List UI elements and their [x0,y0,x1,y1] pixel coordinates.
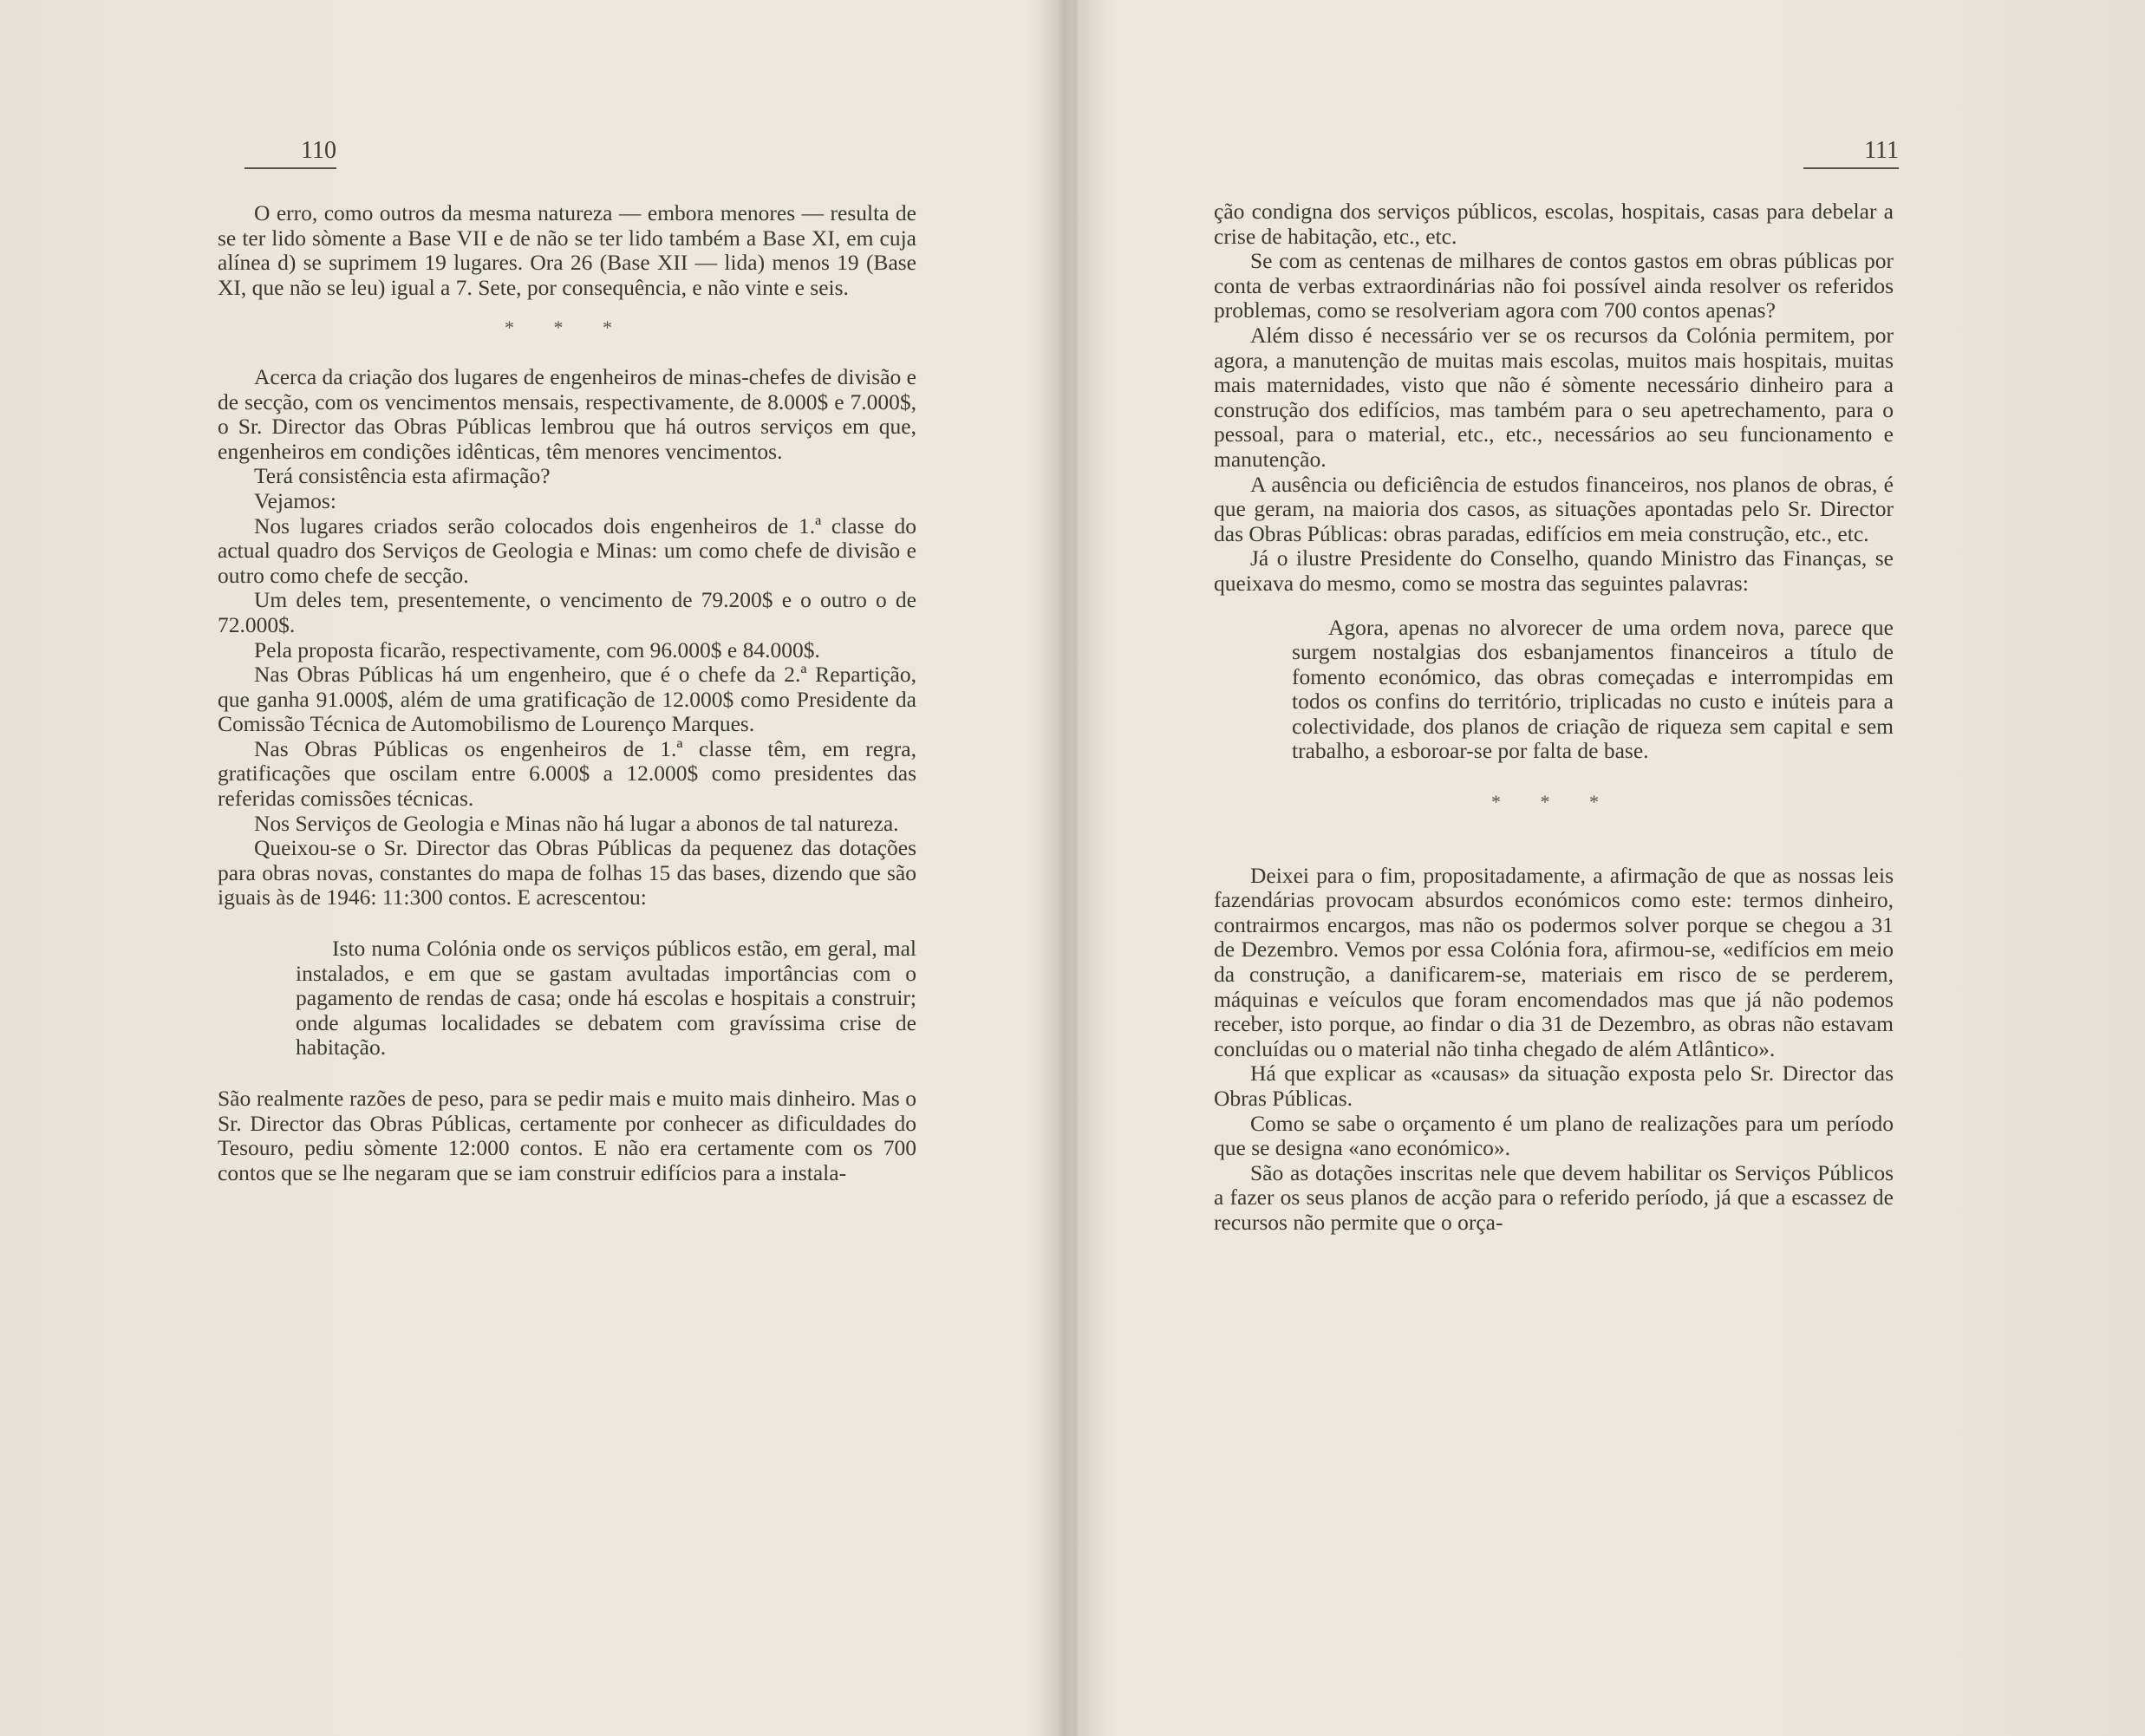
paragraph: Acerca da criação dos lugares de engenheiros de minas-chefes de divisão e de secção, com os vencimentos mensais, respectivamente, de 8.000$ e 7.000$, o Sr. Director das Obras Públicas lembrou que há outros serviços em que, engenheiros em condições idênticas, têm menores vencimentos. [218,363,916,464]
paragraph: Se com as centenas de milhares de contos gastos em obras públicas por conta de verbas extraordinárias não foi possível ainda resolver os referidos problemas, como se resolveriam agora com 700 contos apenas? [1214,248,1894,323]
paragraph: Como se sabe o orçamento é um plano de realizações para um período que se designa «ano económico». [1214,1110,1894,1161]
paragraph: São as dotações inscritas nele que devem habilitar os Serviços Públicos a fazer os seus planos de acção para o referido período, já que a escassez de recursos não permite que o orça- [1214,1159,1894,1235]
paragraph: Nas Obras Públicas há um engenheiro, que é o chefe da 2.ª Repartição, que ganha 91.000$, além de uma gratificação de 12.000$ como Presidente da Comissão Técnica de Automobilismo de Lourenço Marques. [218,662,916,737]
right-page-text [1214,199,1894,1236]
left-page [0,0,1072,1736]
page-number: 111 [1803,137,1899,169]
paragraph: Vejamos: [254,487,336,513]
paragraph: Além disso é necessário ver se os recursos da Colónia permitem, por agora, a manutenção de muitas mais escolas, muitos mais hospitais, muitas mais maternidades, visto que não é sòmente necessário dinheiro para a construção dos edifícios, mas também para o seu apetrechamento, para o pessoal, para o material, etc., etc., necessários ao seu funcionamento e manutenção. [1214,322,1894,472]
paragraph: O erro, como outros da mesma natureza — embora menores — resulta de se ter lido sòmente a Base VII e de não se ter lido também a Base XI, em cuja alínea d) se suprimem 19 lugares. Ora 26 (Base XII — lida) menos 19 (Base XI, que não se leu) igual a 7. Sete, por consequência, e não vinte e seis. [218,200,916,300]
paragraph: Queixou-se o Sr. Director das Obras Públicas da pequenez das dotações para obras novas, constantes do mapa de folhas 15 das bases, dizendo que são iguais às de 1946: 11:300 contos. E acrescentou: [218,835,916,910]
block-quote: Isto numa Colónia onde os serviços públicos estão, em geral, mal instalados, e em que se gastam avultadas importâncias com o pagamento de rendas de casa; onde há escolas e hospitais a construir; onde algumas localidades se debatem com gravíssima crise de habitação. [296,936,916,1061]
paragraph: ção condigna dos serviços públicos, escolas, hospitais, casas para debelar a crise de habitação, etc., etc. [1214,199,1894,249]
section-separator: * * * [505,317,629,339]
left-page-text [218,201,916,1185]
paragraph: Um deles tem, presentemente, o vencimento de 79.200$ e o outro o de 72.000$. [218,587,916,637]
paragraph: Há que explicar as «causas» da situação exposta pelo Sr. Director das Obras Públicas. [1214,1061,1894,1111]
paragraph: Pela proposta ficarão, respectivamente, com 96.000$ e 84.000$. [254,636,820,662]
page-number: 110 [244,137,336,169]
paragraph: Nos Serviços de Geologia e Minas não há lugar a abonos de tal natureza. [254,810,899,836]
paragraph: Nas Obras Públicas os engenheiros de 1.ª classe têm, em regra, gratificações que oscilam entre 6.000$ a 12.000$ como presidentes das referidas comissões técnicas. [218,735,916,812]
paragraph: A ausência ou deficiência de estudos financeiros, nos planos de obras, é que geram, na maioria dos casos, as situações apontadas pelo Sr. Director das Obras Públicas: obras paradas, edifícios em meia construção, etc., etc. [1214,471,1894,546]
paragraph: São realmente razões de peso, para se pedir mais e muito mais dinheiro. Mas o Sr. Director das Obras Públicas, certamente por conhecer as dificuldades do Tesouro, pediu sòmente 12:000 contos. E não era certamente com os 700 contos que se lhe negaram que se iam construir edifícios para a instala- [218,1086,916,1185]
paragraph: Já o ilustre Presidente do Conselho, quando Ministro das Finanças, se queixava do mesmo, como se mostra das seguintes palavras: [1214,545,1894,596]
right-page [1073,0,2145,1736]
section-separator: * * * [1491,791,1616,813]
paragraph: Nos lugares criados serão colocados dois engenheiros de 1.ª classe do actual quadro dos Serviços de Geologia e Minas: um como chefe de divisão e outro como chefe de secção. [218,512,916,588]
paragraph: Terá consistência esta afirmação? [254,463,551,489]
paragraph: Deixei para o fim, propositadamente, a afirmação de que as nossas leis fazendárias provocam absurdos económicos como este: termos dinheiro, contrairmos encargos, mas não os podermos solver porque se chegou a 31 de Dezembro. Vemos por essa Colónia fora, afirmou-se, «edifícios em meio da construção, a danificarem-se, materiais em risco de se perderem, máquinas e veículos que foram encomendados mas que já não podemos receber, isto porque, ao findar o dia 31 de Dezembro, as obras não estavam concluídas ou o material não tinha chegado de além Atlântico». [1214,862,1894,1061]
block-quote: Agora, apenas no alvorecer de uma ordem nova, parece que surgem nostalgias dos esbanjamentos financeiros a título de fomento económico, das obras começadas e interrompidas em todos os confins do território, triplicadas no custo e inúteis para a colectividade, dos planos de criação de riqueza sem capital e sem trabalho, a esboroar-se por falta de base. [1292,614,1894,764]
